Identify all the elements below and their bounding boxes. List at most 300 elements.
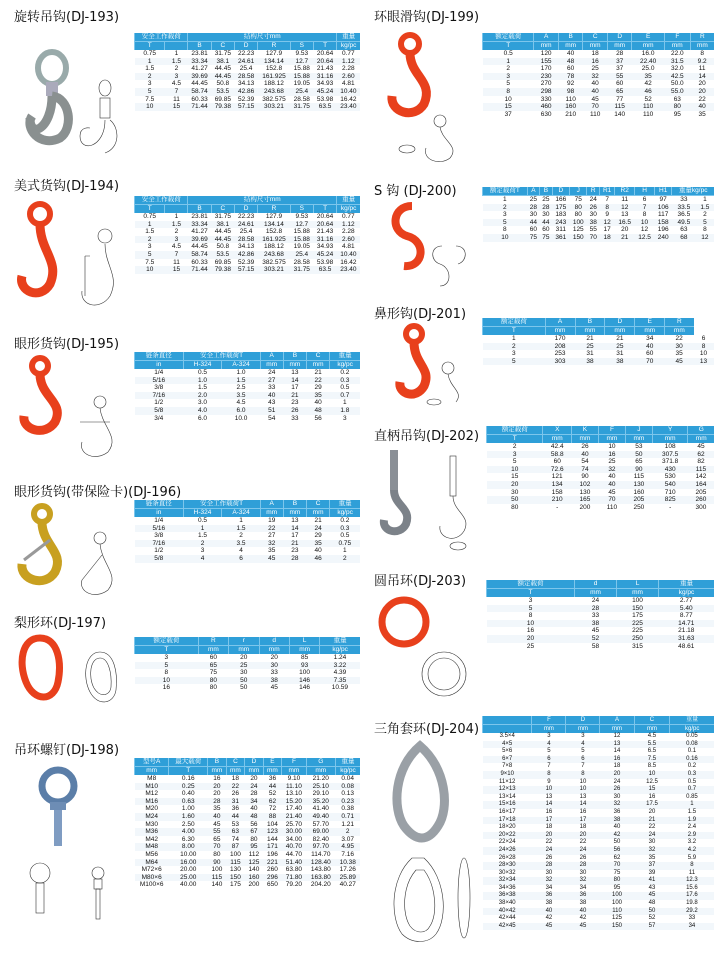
table-cell: 5.40 [659,605,715,613]
table-cell: 6 [566,756,600,764]
table-cell: 1.5 [197,532,208,540]
table-row [135,251,361,259]
table-cell: 110 [632,103,664,111]
table-cell: 430 [652,466,688,474]
header-cell: D [245,758,264,767]
table-cell: 1 [174,50,179,57]
header-cell: 额定载荷T [483,187,528,196]
table-row [483,809,715,817]
table-row [135,836,361,844]
table-cell: 32.0 [670,65,684,73]
table-cell: 20 [250,775,258,782]
table-cell: 110 [600,908,634,916]
table-cell: 150 [226,874,245,882]
table-cell: 10 [699,350,708,358]
table-cell: 7/16 [135,540,184,548]
table-cell: 1.5 [145,65,155,73]
table-cell: 3 [147,243,152,251]
table-cell: 204.20 [310,881,331,889]
table-cell: 36.5 [677,211,691,219]
header-cell: T [169,767,208,776]
table-row [487,458,715,466]
table-row [483,50,715,58]
table-cell: 260 [267,866,278,874]
header-cell: A [260,500,283,509]
swivel-hook-image [10,28,128,163]
table-cell: 30 [542,211,550,219]
table-cell: 110 [589,110,601,118]
table-cell: 25.10 [306,783,335,791]
table-cell: 8 [703,226,707,234]
table-cell: 4.39 [333,669,347,677]
table-cell: 4 [239,547,243,555]
table-cell: 5 [581,748,585,755]
table-cell: 7 [547,763,551,770]
header-cell: r [229,637,259,646]
table-cell: 6 [532,756,566,764]
header-cell: mm [282,767,306,776]
table-cell: - [556,503,559,511]
table-cell: 53.5 [211,88,234,96]
table-row [135,73,361,81]
table-row [483,756,715,764]
table-cell: 40 [566,908,600,916]
table-cell: 53 [635,443,643,450]
header-cell: H1 [654,187,671,196]
table-cell: 17 [532,817,566,825]
table-cell: 75 [540,234,553,242]
table-cell: 158 [654,219,671,227]
table-cell: 2 [512,443,517,450]
table-cell: 48.61 [678,642,695,650]
table-cell: 29.10 [312,790,329,798]
table-cell: 10.40 [337,251,360,259]
table-cell: 21 [586,335,594,342]
header-cell: R2 [615,187,635,196]
table-cell: 24 [634,832,670,840]
table-cell: 26 [545,854,553,861]
table-cell: 40 [250,805,258,813]
table-cell: 8 [528,612,533,620]
table-cell: 0.05 [686,733,698,739]
table-cell: 50 [229,677,259,685]
table-cell: 70 [208,843,227,851]
table-cell: 48 [558,58,583,66]
table-cell: 7 [605,196,609,203]
table-cell: 53.5 [211,251,234,259]
table-row [483,824,715,832]
table-dj203 [486,580,714,650]
table-cell: 3 [165,236,188,244]
table-cell: 5 [512,458,517,466]
table-cell: 43 [268,399,276,407]
table-cell: 40 [591,80,599,88]
header-cell: A-324 [222,361,260,370]
table-cell: 38 [579,900,587,907]
table-cell: 15.88 [290,73,313,81]
table-cell: 2 [174,65,179,73]
table-cell: 25 [526,642,535,650]
table-cell: 100 [570,219,587,227]
table-cell: 11 [688,869,696,876]
header-cell: 链条直径 [135,352,184,361]
table-cell: 2 [335,828,360,836]
table-cell: 31.75 [214,213,231,220]
table-cell: 28 [616,50,624,57]
section-title-dj193: 旋转吊钩(DJ-193) [14,10,120,25]
header-cell: mm [260,361,283,370]
table-cell: 33.5 [672,204,696,212]
table-cell: 55 [589,226,597,234]
table-cell: 38.1 [211,58,234,66]
table-cell: 2 [135,236,165,244]
table-cell: 1.5 [165,58,188,66]
table-row [135,866,361,874]
table-cell: 35 [675,350,683,358]
table-cell: 31.75 [290,266,313,274]
table-cell: 54 [581,458,589,466]
table-cell: 161.925 [258,236,290,244]
table-cell: 7 [581,763,585,770]
table-cell: 25.0 [641,65,655,73]
table-cell: 8 [642,211,647,219]
table-cell: 175 [552,204,569,212]
table-cell: 3.07 [341,835,355,843]
table-cell: M72×6 [141,866,162,874]
table-cell: 70 [598,496,625,504]
table-row [483,862,715,870]
table-dj202 [486,426,714,511]
table-cell: 152.8 [265,228,283,236]
table-cell: 38 [605,358,635,366]
table-cell: 183 [555,211,567,219]
table-cell: 14.71 [659,620,715,628]
table-cell: 8 [503,226,507,234]
table-cell: 62 [613,854,621,861]
table-cell: 270 [540,80,552,88]
table-cell: 0.40 [181,790,195,798]
header-cell: kg/pc [330,509,360,518]
table-cell: 10.00 [180,850,197,858]
section-title-dj198: 吊环螺钉(DJ-198) [14,743,120,758]
table-cell: 15.88 [293,65,310,73]
header-cell: D [607,33,632,42]
table-cell: 80 [511,503,519,511]
table-cell: 44.45 [211,73,234,81]
table-cell: 29.2 [670,908,714,916]
table-cell: 200 [248,881,260,889]
table-cell: 1/2 [154,399,164,407]
table-cell: 62 [263,798,282,806]
table-cell: 12 [613,733,621,739]
table-cell: 14 [566,801,600,809]
table-cell: 24.61 [234,58,257,66]
table-cell: 243.68 [258,251,290,259]
table-cell: 34×36 [498,884,516,891]
table-cell: 3/8 [154,532,164,540]
table-cell: 128.40 [306,859,335,867]
table-cell: 30 [259,662,289,670]
table-cell: 52.39 [237,95,255,103]
table-cell: 42×45 [483,923,532,931]
table-cell: 243 [552,219,569,227]
table-cell: 15 [634,786,670,794]
table-cell: 52 [644,95,652,103]
header-cell: 重量 [330,352,360,361]
table-cell: 253 [554,350,566,358]
table-cell: 20 [566,832,600,840]
table-cell: 40 [635,343,665,351]
table-cell: 60 [567,65,575,73]
table-cell: 58 [591,642,600,650]
table-cell: 8.00 [169,843,208,851]
table-cell: 17.26 [339,866,356,874]
table-cell: 208 [545,343,575,351]
table-cell: 69.00 [306,828,335,836]
table-cell: 3.5×4 [499,733,515,739]
table-cell: 95 [673,110,681,118]
table-cell: 40 [613,824,621,831]
table-cell: 33 [291,414,299,422]
table-cell: 20 [532,832,566,840]
table-cell: 30 [665,343,694,351]
table-cell: 34 [245,798,264,806]
table-cell: 49.5 [672,219,696,227]
header-cell: mm [545,327,575,336]
table-cell: 5 [483,219,528,227]
table-cell: 7 [165,251,188,259]
table-cell: 20 [208,783,227,791]
table-cell: 16.0 [641,50,655,57]
table-row [135,540,361,548]
table-cell: 530 [664,473,676,481]
table-row [135,236,361,244]
table-cell: 21 [314,369,322,376]
table-cell: 30 [589,211,597,219]
table-cell: 0.85 [686,793,698,800]
table-cell: 134.14 [258,58,290,66]
header-cell: 额定载荷 [483,33,534,42]
table-cell: 1 [239,517,243,524]
table-cell: 17.5 [634,801,670,809]
table-cell: 2.77 [679,597,693,604]
table-cell: 39.69 [188,236,211,244]
header-cell: mm [575,589,617,598]
table-cell: 51.40 [282,859,306,867]
table-cell: 4 [183,555,222,563]
table-cell: 143.80 [310,866,331,874]
table-cell: 33 [591,612,600,620]
table-row [135,407,361,415]
table-row [483,763,715,771]
table-cell: 2.28 [342,228,355,236]
table-cell: 25 [575,343,605,351]
header-cell: 安全工作载荷T [183,500,260,509]
table-dj201 [482,318,714,365]
table-row [487,635,715,643]
table-cell: 42 [579,915,587,922]
table-row [135,805,361,813]
table-cell: 121 [551,473,563,481]
table-cell: M20 [145,805,158,813]
table-cell: 1/4 [154,517,164,524]
table-cell: 1 [343,399,347,407]
table-cell: 9 [605,211,609,219]
table-cell: 12.5 [646,778,658,785]
header-cell: mm [558,42,583,51]
table-cell: 35 [268,547,276,555]
table-cell: 16 [213,775,221,782]
table-cell: 2 [174,228,179,236]
table-cell: 20 [487,481,543,489]
table-cell: 112 [248,850,260,858]
table-cell: 31.75 [214,50,231,57]
table-cell: 2 [183,540,222,548]
table-cell: 50.0 [670,80,684,88]
table-cell: 22 [698,95,706,103]
header-cell: C [211,42,234,51]
table-row [483,80,715,88]
table-row [487,504,715,512]
table-cell: 69.85 [214,258,231,266]
table-cell: 44 [226,813,245,821]
header-cell: in [135,361,184,370]
table-row [483,58,715,66]
header-cell: F [282,758,306,767]
table-cell: 18 [231,775,240,782]
header-cell: mm [260,509,283,518]
table-row [483,219,715,227]
table-cell: 161.925 [258,73,290,81]
table-cell: 7×8 [502,763,513,770]
table-cell: 303 [545,358,575,366]
section-title-dj203: 圆吊环(DJ-203) [374,574,467,589]
table-cell: 0.1 [687,748,697,755]
table-cell: 120 [540,50,552,57]
table-row [135,821,361,829]
table-cell: 45 [260,555,283,563]
header-cell: T [487,589,575,598]
table-row [135,783,361,791]
header-cell: 最大载荷 [169,758,208,767]
header-cell: C [307,352,330,361]
header-cell: in [135,509,184,518]
table-row [135,369,361,377]
table-cell: 34 [646,335,654,342]
table-cell: 710 [664,488,676,496]
table-cell: 22 [226,783,245,791]
header-cell: D [234,42,257,51]
table-row [135,377,361,385]
table-cell: 63 [680,226,688,234]
table-cell: 0.3 [330,525,360,533]
table-cell: 1 [483,58,534,66]
header-cell: D [552,187,569,196]
table-cell: 65 [198,662,228,670]
header-cell: B [558,33,583,42]
table-cell: 65 [213,835,221,843]
table-cell: 58.74 [188,88,211,96]
table-cell: 45 [213,820,221,828]
table-cell: 12×13 [483,786,532,794]
header-cell: 额定载荷 [487,426,543,435]
table-row [135,65,361,73]
table-cell: 17 [291,384,299,392]
table-cell: 23.40 [337,266,360,274]
table-cell: 43 [648,884,656,891]
table-row [135,221,361,229]
table-cell: 50.8 [216,243,230,251]
header-cell: B [540,187,553,196]
table-cell: 88 [263,813,282,821]
table-cell: 3 [528,597,533,604]
table-cell: 163.80 [306,874,335,882]
table-row [135,266,361,274]
table-cell: 21 [283,392,306,400]
table-cell: 32 [260,540,283,548]
table-cell: 71.44 [188,103,211,111]
table-cell: 70 [587,234,600,242]
table-cell: 25 [605,343,635,351]
table-cell: 1.5 [696,204,714,212]
table-cell: 23 [291,547,299,555]
header-cell: C [634,716,670,725]
table-cell: 10 [579,778,587,785]
table-row [483,196,715,204]
table-cell: 44.70 [285,850,303,858]
table-row [483,900,715,908]
table-cell: 115 [226,859,245,867]
table-cell: 20 [270,654,278,661]
table-cell: 26 [600,786,634,794]
table-cell: 92 [567,80,575,88]
table-cell: 26 [581,443,589,450]
table-cell: 175 [229,881,241,889]
table-row [483,915,715,923]
table-cell: 20 [600,771,634,779]
table-cell: 100 [632,597,643,604]
straight-shank-hook-image [372,446,482,566]
table-cell: 44.45 [211,236,234,244]
table-cell: 5 [135,251,165,259]
table-cell: 87 [226,843,245,851]
table-dj198 [134,758,360,889]
table-dj200 [482,187,714,242]
table-cell: 65 [635,458,643,466]
table-cell: 24 [566,847,600,855]
table-cell: 36 [566,892,600,900]
table-cell: 3 [343,414,347,422]
table-cell: 0.16 [181,775,195,782]
table-cell: 1.5 [145,228,155,236]
table-cell: 52.39 [237,258,255,266]
table-cell: 5 [547,748,551,755]
table-cell: 0.7 [330,392,360,400]
table-cell: 10.59 [331,684,349,692]
table-cell: 40 [608,473,616,481]
table-row [483,733,715,741]
table-row [135,80,361,88]
table-cell: 205 [625,496,652,504]
section-title-dj197: 梨形环(DJ-197) [14,616,107,631]
table-cell: 20.64 [313,221,336,229]
table-row [483,358,714,366]
table-cell: 39 [648,869,656,876]
table-cell: 41.27 [191,65,208,73]
table-cell: 152.8 [265,65,283,73]
table-cell: 41.27 [191,228,208,236]
table-cell: 3/4 [154,414,164,422]
